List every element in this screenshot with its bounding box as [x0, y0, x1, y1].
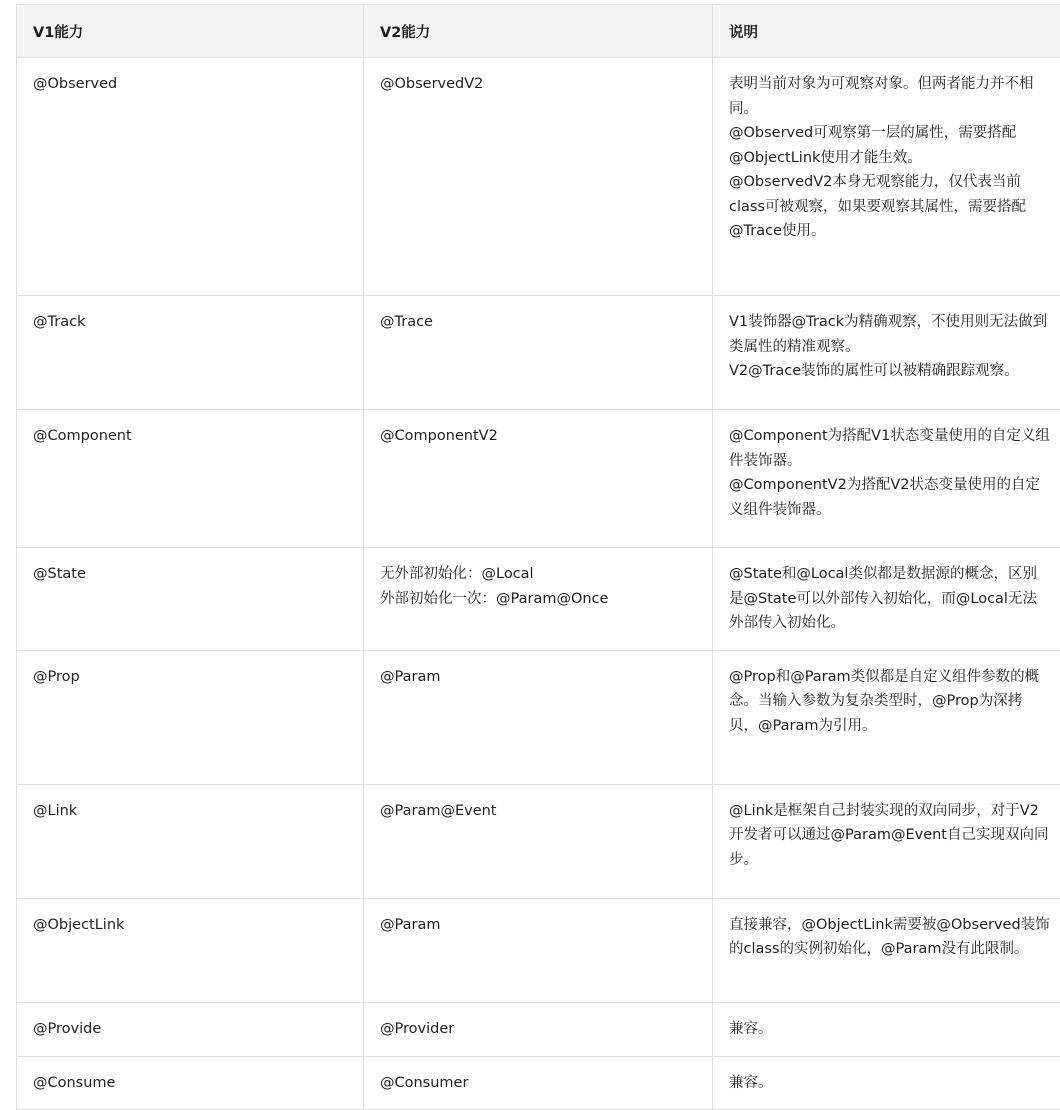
header-row	[17, 5, 1060, 58]
table-row	[17, 784, 1060, 898]
cell-desc	[713, 650, 1060, 784]
cell-desc	[713, 58, 1060, 296]
table-row	[17, 410, 1060, 548]
cell-v2	[364, 784, 713, 898]
header-v1: V1能力	[17, 5, 364, 58]
cell-v1: @Provide	[17, 1002, 364, 1056]
cell-v1: @Observed	[17, 58, 364, 296]
cell-desc-paragraph: @ObservedV2本身无观察能力，仅代表当前class可被观察，如果要观察其属性，需要搭配@Trace使用。	[729, 170, 1050, 244]
cell-desc-paragraph: @Component为搭配V1状态变量使用的自定义组件装饰器。	[729, 424, 1050, 473]
cell-v2	[364, 1002, 713, 1056]
cell-desc-paragraph: 兼容。	[729, 1017, 1050, 1042]
table-row	[17, 898, 1060, 1002]
cell-v2-line: @Consumer	[380, 1071, 696, 1096]
table-row	[17, 650, 1060, 784]
cell-desc-paragraph: 直接兼容，@ObjectLink需要被@Observed装饰的class的实例初始化，@Param没有此限制。	[729, 913, 1050, 962]
cell-desc-paragraph: @State和@Local类似都是数据源的概念，区别是@State可以外部传入初始化，而@Local无法外部传入初始化。	[729, 562, 1050, 636]
cell-desc-paragraph: @Observed可观察第一层的属性，需要搭配@ObjectLink使用才能生效。	[729, 121, 1050, 170]
table-body	[17, 58, 1060, 1110]
cell-v2	[364, 898, 713, 1002]
cell-desc-paragraph: @Link是框架自己封装实现的双向同步，对于V2开发者可以通过@Param@Event自己实现双向同步。	[729, 799, 1050, 873]
cell-v2	[364, 296, 713, 410]
cell-desc-paragraph: 兼容。	[729, 1071, 1050, 1096]
cell-v1: @ObjectLink	[17, 898, 364, 1002]
cell-desc-paragraph: @ComponentV2为搭配V2状态变量使用的自定义组件装饰器。	[729, 473, 1050, 522]
cell-v2	[364, 650, 713, 784]
cell-v2	[364, 1056, 713, 1110]
cell-v1: @State	[17, 548, 364, 651]
cell-v1: @Link	[17, 784, 364, 898]
cell-v2-line: @Param	[380, 913, 696, 938]
table-row	[17, 58, 1060, 296]
cell-desc-paragraph: V1装饰器@Track为精确观察，不使用则无法做到类属性的精准观察。	[729, 310, 1050, 359]
cell-v1: @Component	[17, 410, 364, 548]
cell-v2-line: @Provider	[380, 1017, 696, 1042]
cell-v2	[364, 58, 713, 296]
cell-v2-line: @Param	[380, 665, 696, 690]
cell-v2-line: @ObservedV2	[380, 72, 696, 97]
header-v2: V2能力	[364, 5, 713, 58]
cell-v2-line: @Trace	[380, 310, 696, 335]
cell-v1: @Consume	[17, 1056, 364, 1110]
cell-v2-line: @Param@Event	[380, 799, 696, 824]
table-row	[17, 548, 1060, 651]
cell-desc-paragraph: @Prop和@Param类似都是自定义组件参数的概念。当输入参数为复杂类型时，@Prop为深拷贝，@Param为引用。	[729, 665, 1050, 739]
cell-desc-paragraph: 表明当前对象为可观察对象。但两者能力并不相同。	[729, 72, 1050, 121]
cell-v1: @Prop	[17, 650, 364, 784]
comparison-table	[16, 4, 1060, 1110]
cell-v2-line: @ComponentV2	[380, 424, 696, 449]
cell-desc-paragraph: V2@Trace装饰的属性可以被精确跟踪观察。	[729, 359, 1050, 384]
cell-v2-line: 无外部初始化：@Local	[380, 562, 696, 587]
table-row	[17, 296, 1060, 410]
cell-v2-line: 外部初始化一次：@Param@Once	[380, 587, 696, 612]
header-desc: 说明	[713, 5, 1060, 58]
cell-desc	[713, 784, 1060, 898]
table-row	[17, 1056, 1060, 1110]
cell-desc	[713, 898, 1060, 1002]
cell-desc	[713, 410, 1060, 548]
cell-desc	[713, 548, 1060, 651]
cell-desc	[713, 1002, 1060, 1056]
cell-desc	[713, 1056, 1060, 1110]
table-row	[17, 1002, 1060, 1056]
cell-v2	[364, 548, 713, 651]
cell-v2	[364, 410, 713, 548]
cell-v1: @Track	[17, 296, 364, 410]
cell-desc	[713, 296, 1060, 410]
